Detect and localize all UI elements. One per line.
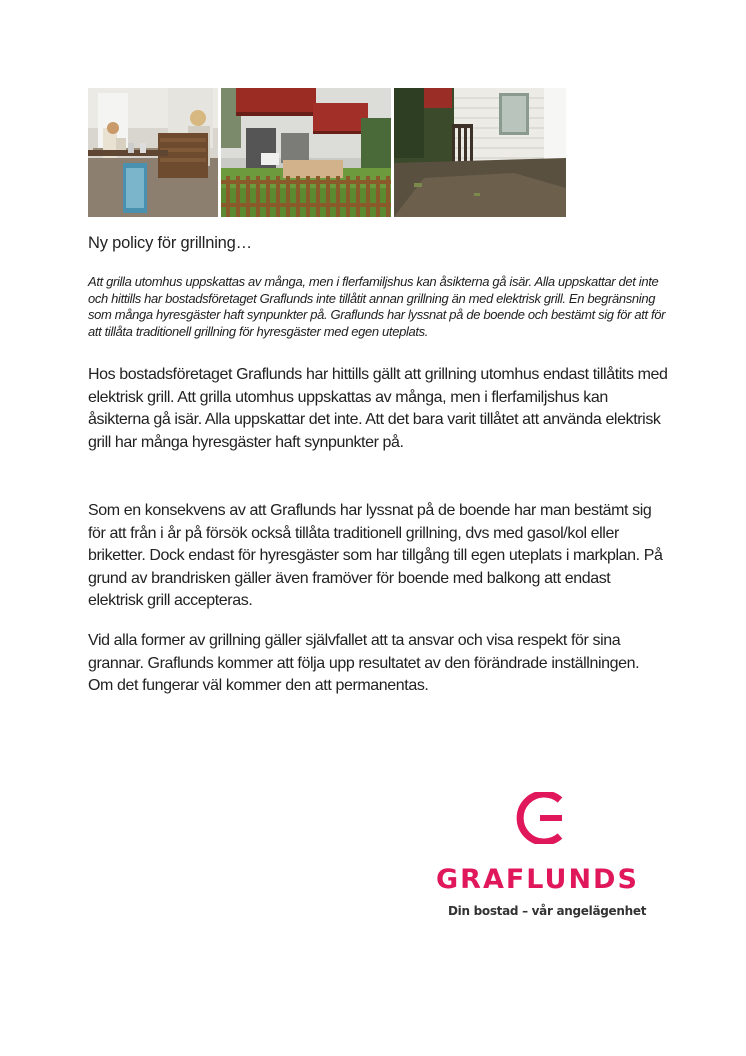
- graflunds-g-logo-icon: [516, 792, 568, 844]
- body-paragraph-1: Hos bostadsföretaget Graflunds har hittills gällt att grillning utomhus endast tillåtits med elektrisk grill. Att grilla utomhus uppskattas av många, men i flerfamiljshus kan åsikterna gå isär. Alla uppskattar det inte. Att det bara varit tillåtet att använda elektrisk grill har många hyresgäster haft synpunkter på.: [88, 366, 668, 451]
- brand-tagline: Din bostad – vår angelägenhet: [448, 904, 647, 918]
- body-paragraph-3: Vid alla former av grillning gäller självfallet att ta ansvar och visa respekt för sina grannar. Graflunds kommer att följa upp resultatet av den förändrade inställningen. Om det fungerar väl kommer den att permanentas.: [88, 632, 640, 694]
- patio-people-photo: [88, 88, 218, 217]
- article-intro: Att grilla utomhus uppskattas av många, men i flerfamiljshus kan åsikterna gå isär. Alla uppskattar det inte och hittills har bostadsföretaget Graflunds inte tillåtit annan grillning än med elektrisk grill. En begränsning som många hyresgäster haft synpunkter på. Graflunds har lyssnat på de boende och bestämt sig för att för att tillåta traditionell grillning för hyresgäster med egen uteplats.: [88, 274, 666, 339]
- backyard-fence-photo-icon: [394, 88, 566, 217]
- balcony-garden-photo-icon: [221, 88, 391, 217]
- patio-people-photo-icon: [88, 88, 218, 217]
- graflunds-logo: [516, 792, 568, 844]
- article-title: Ny policy för grillning…: [88, 234, 252, 252]
- balcony-garden-photo: [221, 88, 391, 217]
- body-paragraph-2: Som en konsekvens av att Graflunds har lyssnat på de boende har man bestämt sig för att från i år på försök också tillåta traditionell grillning, dvs med gasol/kol eller briketter. Dock endast för hyresgäster som har tillgång till egen uteplats i markplan. På grund av brandrisken gäller även framöver för boende med balkong att endast elektrisk grill accepteras.: [88, 502, 663, 609]
- brand-name: GRAFLUNDS: [436, 864, 639, 895]
- backyard-fence-photo: [394, 88, 566, 217]
